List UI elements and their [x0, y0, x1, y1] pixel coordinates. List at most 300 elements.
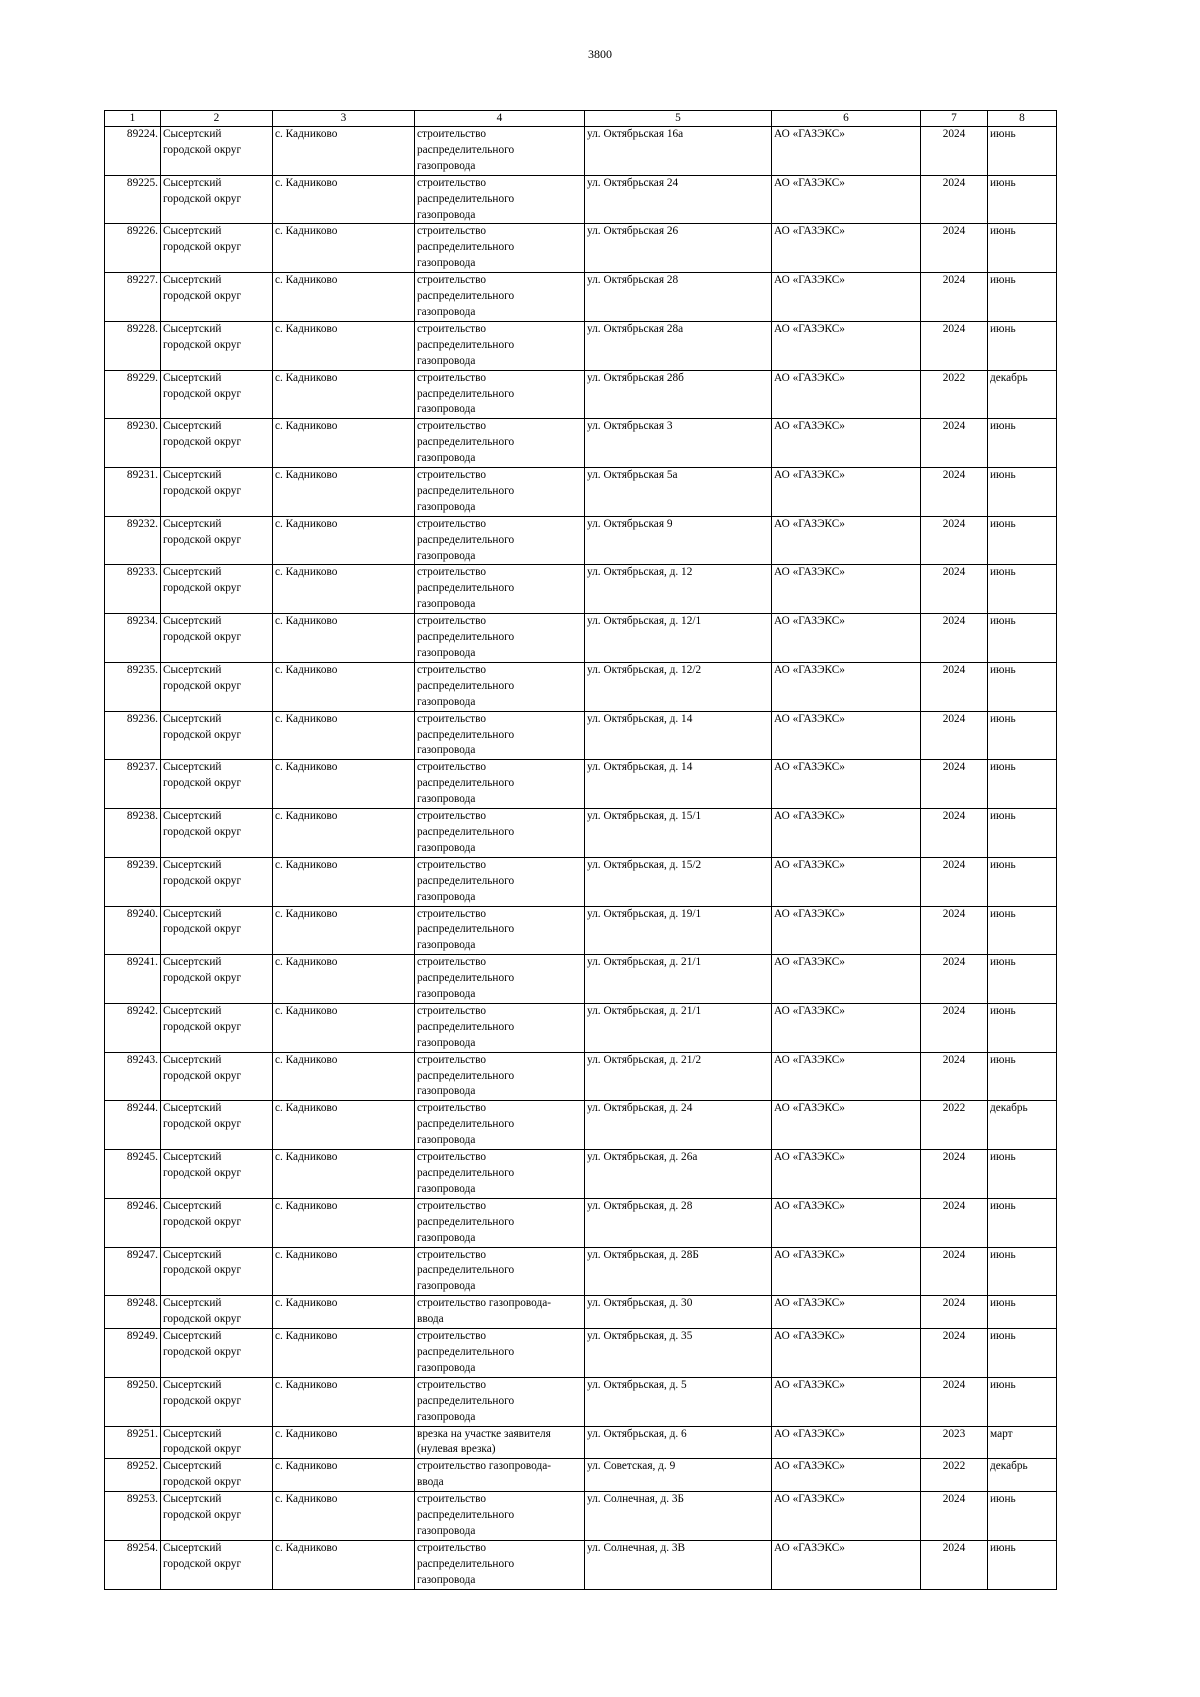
work-type-cell [415, 1198, 585, 1247]
organization-cell: АО «ГАЗЭКС» [772, 1052, 921, 1101]
district-line: городской округ [163, 1313, 242, 1326]
month-cell: июнь [988, 175, 1057, 224]
table-row [105, 224, 1057, 273]
work-type-line: распределительного [417, 874, 515, 887]
settlement-cell: с. Кадниково [273, 370, 415, 419]
district-line: городской округ [163, 1215, 242, 1228]
district-line: Сысертский [163, 1199, 222, 1212]
month-cell: декабрь [988, 370, 1057, 419]
district-line: городской округ [163, 290, 242, 303]
settlement-cell: с. Кадниково [273, 1296, 415, 1329]
month-cell: июнь [988, 662, 1057, 711]
organization-cell: АО «ГАЗЭКС» [772, 711, 921, 760]
organization-cell: АО «ГАЗЭКС» [772, 955, 921, 1004]
work-type-line: распределительного [417, 1394, 515, 1407]
work-type-line: распределительного [417, 1118, 515, 1131]
district-line: городской округ [163, 777, 242, 790]
district-line: Сысертский [163, 322, 222, 335]
work-type-line: газопровода [417, 403, 476, 416]
month-cell: июнь [988, 955, 1057, 1004]
year-cell: 2023 [921, 1426, 988, 1459]
district-line: городской округ [163, 874, 242, 887]
settlement-cell: с. Кадниково [273, 1426, 415, 1459]
district-line: Сысертский [163, 1248, 222, 1261]
work-type-line: строительство [417, 176, 487, 189]
address-cell: ул. Октябрьская, д. 19/1 [585, 906, 772, 955]
district-cell [161, 955, 273, 1004]
year-cell: 2024 [921, 1150, 988, 1199]
district-line: Сысертский [163, 907, 222, 920]
work-type-cell [415, 516, 585, 565]
row-number-cell: 89253. [105, 1492, 161, 1541]
district-line: городской округ [163, 1264, 242, 1277]
column-header: 7 [921, 111, 988, 127]
work-type-cell [415, 809, 585, 858]
address-cell: ул. Октябрьская, д. 12/2 [585, 662, 772, 711]
work-type-line: строительство [417, 810, 487, 823]
year-cell: 2024 [921, 809, 988, 858]
work-type-line: газопровода [417, 744, 476, 757]
work-type-line: строительство [417, 1199, 487, 1212]
address-cell: ул. Октябрьская, д. 14 [585, 711, 772, 760]
district-line: городской округ [163, 1345, 242, 1358]
work-type-cell [415, 273, 585, 322]
settlement-cell: с. Кадниково [273, 1003, 415, 1052]
district-cell [161, 1247, 273, 1296]
table-row [105, 565, 1057, 614]
district-line: Сысертский [163, 274, 222, 287]
district-line: Сысертский [163, 761, 222, 774]
work-type-line: распределительного [417, 1557, 515, 1570]
month-cell: июнь [988, 419, 1057, 468]
district-line: Сысертский [163, 712, 222, 725]
address-cell: ул. Октябрьская 28 [585, 273, 772, 322]
work-type-line: распределительного [417, 923, 515, 936]
organization-cell: АО «ГАЗЭКС» [772, 1198, 921, 1247]
district-cell [161, 662, 273, 711]
row-number-cell: 89246. [105, 1198, 161, 1247]
district-line: Сысертский [163, 663, 222, 676]
address-cell: ул. Октябрьская 16а [585, 127, 772, 176]
table-row [105, 1198, 1057, 1247]
settlement-cell: с. Кадниково [273, 1150, 415, 1199]
work-type-cell [415, 1377, 585, 1426]
address-cell: ул. Октябрьская, д. 26а [585, 1150, 772, 1199]
settlement-cell: с. Кадниково [273, 1492, 415, 1541]
year-cell: 2024 [921, 516, 988, 565]
row-number-cell: 89226. [105, 224, 161, 273]
row-number-cell: 89250. [105, 1377, 161, 1426]
work-type-line: распределительного [417, 972, 515, 985]
district-line: Сысертский [163, 810, 222, 823]
row-number-cell: 89237. [105, 760, 161, 809]
work-type-line: газопровода [417, 1134, 476, 1147]
row-number-cell: 89252. [105, 1459, 161, 1492]
year-cell: 2024 [921, 224, 988, 273]
district-line: Сысертский [163, 1378, 222, 1391]
month-cell: июнь [988, 760, 1057, 809]
work-type-line: распределительного [417, 1345, 515, 1358]
row-number-cell: 89224. [105, 127, 161, 176]
work-type-line: распределительного [417, 825, 515, 838]
year-cell: 2024 [921, 1329, 988, 1378]
work-type-line: распределительного [417, 484, 515, 497]
work-type-cell [415, 1150, 585, 1199]
table-row [105, 809, 1057, 858]
settlement-cell: с. Кадниково [273, 468, 415, 517]
year-cell: 2024 [921, 760, 988, 809]
year-cell: 2024 [921, 175, 988, 224]
district-cell [161, 1329, 273, 1378]
work-type-line: распределительного [417, 1509, 515, 1522]
year-cell: 2024 [921, 273, 988, 322]
year-cell: 2022 [921, 370, 988, 419]
month-cell: июнь [988, 1198, 1057, 1247]
district-line: городской округ [163, 1069, 242, 1082]
month-cell: июнь [988, 1247, 1057, 1296]
column-header: 2 [161, 111, 273, 127]
address-cell: ул. Солнечная, д. 3В [585, 1540, 772, 1589]
month-cell: июнь [988, 321, 1057, 370]
row-number-cell: 89236. [105, 711, 161, 760]
work-type-cell [415, 1492, 585, 1541]
organization-cell: АО «ГАЗЭКС» [772, 516, 921, 565]
district-line: Сысертский [163, 566, 222, 579]
work-type-line: строительство [417, 615, 487, 628]
row-number-cell: 89244. [105, 1101, 161, 1150]
organization-cell: АО «ГАЗЭКС» [772, 468, 921, 517]
district-cell [161, 1052, 273, 1101]
address-cell: ул. Солнечная, д. 3Б [585, 1492, 772, 1541]
column-header: 5 [585, 111, 772, 127]
work-type-line: строительство [417, 712, 487, 725]
settlement-cell: с. Кадниково [273, 224, 415, 273]
work-type-line: газопровода [417, 1085, 476, 1098]
table-row [105, 273, 1057, 322]
row-number-cell: 89229. [105, 370, 161, 419]
settlement-cell: с. Кадниково [273, 1247, 415, 1296]
address-cell: ул. Октябрьская, д. 35 [585, 1329, 772, 1378]
work-type-line: строительство газопровода- [417, 1460, 551, 1473]
address-cell: ул. Советская, д. 9 [585, 1459, 772, 1492]
work-type-line: врезка на участке заявителя [417, 1427, 551, 1440]
month-cell: декабрь [988, 1101, 1057, 1150]
address-cell: ул. Октябрьская 5а [585, 468, 772, 517]
work-type-line: строительство [417, 761, 487, 774]
work-type-cell [415, 1296, 585, 1329]
work-type-line: газопровода [417, 647, 476, 659]
district-line: Сысертский [163, 225, 222, 238]
district-line: Сысертский [163, 1004, 222, 1017]
organization-cell: АО «ГАЗЭКС» [772, 273, 921, 322]
table-row [105, 321, 1057, 370]
settlement-cell: с. Кадниково [273, 419, 415, 468]
district-line: Сысертский [163, 858, 222, 871]
settlement-cell: с. Кадниково [273, 565, 415, 614]
district-cell [161, 1459, 273, 1492]
work-type-line: газопровода [417, 939, 476, 952]
month-cell: июнь [988, 1492, 1057, 1541]
table-row [105, 1150, 1057, 1199]
work-type-line: строительство [417, 469, 487, 482]
district-cell [161, 516, 273, 565]
year-cell: 2024 [921, 468, 988, 517]
row-number-cell: 89247. [105, 1247, 161, 1296]
organization-cell: АО «ГАЗЭКС» [772, 614, 921, 663]
work-type-line: газопровода [417, 1280, 476, 1293]
organization-cell: АО «ГАЗЭКС» [772, 1377, 921, 1426]
settlement-cell: с. Кадниково [273, 955, 415, 1004]
month-cell: июнь [988, 565, 1057, 614]
work-type-line: распределительного [417, 436, 515, 449]
work-type-line: газопровода [417, 257, 476, 270]
work-type-cell [415, 711, 585, 760]
district-line: городской округ [163, 1167, 242, 1179]
district-cell [161, 321, 273, 370]
table-row [105, 1492, 1057, 1541]
address-cell: ул. Октябрьская, д. 21/2 [585, 1052, 772, 1101]
work-type-cell [415, 1003, 585, 1052]
settlement-cell: с. Кадниково [273, 711, 415, 760]
district-cell [161, 127, 273, 176]
work-type-line: распределительного [417, 679, 515, 692]
work-type-line: строительство [417, 907, 487, 920]
year-cell: 2024 [921, 955, 988, 1004]
work-type-line: распределительного [417, 143, 515, 156]
table-row [105, 1296, 1057, 1329]
work-type-line: ввода [417, 1476, 444, 1489]
row-number-cell: 89241. [105, 955, 161, 1004]
work-type-cell [415, 175, 585, 224]
address-cell: ул. Октябрьская, д. 15/1 [585, 809, 772, 858]
gas-registry-table [104, 110, 1057, 1590]
work-type-line: газопровода [417, 793, 476, 806]
month-cell: июнь [988, 468, 1057, 517]
address-cell: ул. Октябрьская, д. 6 [585, 1426, 772, 1459]
district-line: городской округ [163, 241, 242, 254]
organization-cell: АО «ГАЗЭКС» [772, 370, 921, 419]
district-line: городской округ [163, 1476, 242, 1489]
work-type-cell [415, 1459, 585, 1492]
year-cell: 2024 [921, 1296, 988, 1329]
work-type-line: строительство [417, 1493, 487, 1506]
work-type-line: газопровода [417, 452, 476, 465]
district-line: городской округ [163, 679, 242, 692]
work-type-line: строительство [417, 225, 487, 238]
address-cell: ул. Октябрьская, д. 24 [585, 1101, 772, 1150]
work-type-line: распределительного [417, 338, 515, 351]
month-cell: июнь [988, 1377, 1057, 1426]
address-cell: ул. Октябрьская, д. 28 [585, 1198, 772, 1247]
district-line: Сысертский [163, 1053, 222, 1066]
organization-cell: АО «ГАЗЭКС» [772, 857, 921, 906]
district-line: городской округ [163, 436, 242, 449]
district-cell [161, 1426, 273, 1459]
address-cell: ул. Октябрьская, д. 15/2 [585, 857, 772, 906]
month-cell: июнь [988, 1296, 1057, 1329]
work-type-line: строительство [417, 1248, 487, 1261]
row-number-cell: 89245. [105, 1150, 161, 1199]
settlement-cell: с. Кадниково [273, 516, 415, 565]
work-type-line: строительство [417, 858, 487, 871]
row-number-cell: 89249. [105, 1329, 161, 1378]
work-type-line: газопровода [417, 305, 476, 318]
work-type-line: распределительного [417, 1069, 515, 1082]
month-cell: июнь [988, 127, 1057, 176]
district-line: Сысертский [163, 1427, 222, 1440]
address-cell: ул. Октябрьская 28б [585, 370, 772, 419]
organization-cell: АО «ГАЗЭКС» [772, 1003, 921, 1052]
district-cell [161, 809, 273, 858]
row-number-cell: 89231. [105, 468, 161, 517]
year-cell: 2024 [921, 419, 988, 468]
address-cell: ул. Октябрьская 28а [585, 321, 772, 370]
column-header: 6 [772, 111, 921, 127]
work-type-cell [415, 1052, 585, 1101]
row-number-cell: 89225. [105, 175, 161, 224]
organization-cell: АО «ГАЗЭКС» [772, 1296, 921, 1329]
row-number-cell: 89235. [105, 662, 161, 711]
district-cell [161, 468, 273, 517]
work-type-line: газопровода [417, 549, 476, 562]
work-type-cell [415, 468, 585, 517]
work-type-line: строительство газопровода- [417, 1297, 551, 1310]
row-number-cell: 89243. [105, 1052, 161, 1101]
district-line: городской округ [163, 631, 242, 644]
work-type-cell [415, 565, 585, 614]
table-row [105, 1329, 1057, 1378]
work-type-line: газопровода [417, 1361, 476, 1374]
work-type-line: газопровода [417, 1231, 476, 1244]
work-type-cell [415, 370, 585, 419]
month-cell: июнь [988, 906, 1057, 955]
year-cell: 2024 [921, 1247, 988, 1296]
table-row [105, 955, 1057, 1004]
district-cell [161, 224, 273, 273]
row-number-cell: 89238. [105, 809, 161, 858]
work-type-line: строительство [417, 1330, 487, 1343]
work-type-line: газопровода [417, 1182, 476, 1195]
work-type-cell [415, 1101, 585, 1150]
settlement-cell: с. Кадниково [273, 760, 415, 809]
work-type-line: строительство [417, 663, 487, 676]
work-type-line: распределительного [417, 290, 515, 303]
district-cell [161, 1101, 273, 1150]
settlement-cell: с. Кадниково [273, 127, 415, 176]
settlement-cell: с. Кадниково [273, 175, 415, 224]
work-type-line: ввода [417, 1313, 444, 1326]
district-line: Сысертский [163, 1330, 222, 1343]
district-line: городской округ [163, 484, 242, 497]
district-line: городской округ [163, 1557, 242, 1570]
organization-cell: АО «ГАЗЭКС» [772, 1329, 921, 1378]
table-row [105, 1003, 1057, 1052]
work-type-cell [415, 1329, 585, 1378]
address-cell: ул. Октябрьская 3 [585, 419, 772, 468]
row-number-cell: 89228. [105, 321, 161, 370]
work-type-line: газопровода [417, 1410, 476, 1423]
month-cell: декабрь [988, 1459, 1057, 1492]
organization-cell: АО «ГАЗЭКС» [772, 1101, 921, 1150]
row-number-cell: 89230. [105, 419, 161, 468]
work-type-line: строительство [417, 517, 487, 530]
organization-cell: АО «ГАЗЭКС» [772, 1150, 921, 1199]
address-cell: ул. Октябрьская, д. 12/1 [585, 614, 772, 663]
year-cell: 2024 [921, 127, 988, 176]
month-cell: июнь [988, 273, 1057, 322]
work-type-cell [415, 614, 585, 663]
district-cell [161, 419, 273, 468]
district-line: городской округ [163, 972, 242, 985]
work-type-line: строительство [417, 128, 487, 140]
district-line: Сысертский [163, 1151, 222, 1164]
table-row [105, 370, 1057, 419]
address-cell: ул. Октябрьская, д. 14 [585, 760, 772, 809]
district-cell [161, 273, 273, 322]
district-cell [161, 1198, 273, 1247]
organization-cell: АО «ГАЗЭКС» [772, 1426, 921, 1459]
district-cell [161, 1296, 273, 1329]
month-cell: июнь [988, 1150, 1057, 1199]
row-number-cell: 89242. [105, 1003, 161, 1052]
district-line: городской округ [163, 1509, 242, 1522]
work-type-line: распределительного [417, 1264, 515, 1277]
district-line: Сысертский [163, 1493, 222, 1506]
work-type-line: распределительного [417, 387, 515, 400]
district-cell [161, 1377, 273, 1426]
district-cell [161, 1540, 273, 1589]
table-row [105, 1101, 1057, 1150]
column-header: 1 [105, 111, 161, 127]
settlement-cell: с. Кадниково [273, 1101, 415, 1150]
organization-cell: АО «ГАЗЭКС» [772, 809, 921, 858]
month-cell: июнь [988, 711, 1057, 760]
settlement-cell: с. Кадниково [273, 662, 415, 711]
work-type-line: газопровода [417, 1036, 476, 1049]
district-line: городской округ [163, 143, 242, 156]
header-row [105, 111, 1057, 127]
settlement-cell: с. Кадниково [273, 857, 415, 906]
work-type-line: газопровода [417, 500, 476, 513]
work-type-line: газопровода [417, 1573, 476, 1586]
settlement-cell: с. Кадниково [273, 1377, 415, 1426]
year-cell: 2024 [921, 662, 988, 711]
address-cell: ул. Октябрьская, д. 21/1 [585, 1003, 772, 1052]
work-type-line: строительство [417, 371, 487, 384]
column-header: 3 [273, 111, 415, 127]
district-line: городской округ [163, 338, 242, 351]
work-type-line: распределительного [417, 631, 515, 644]
table-row [105, 468, 1057, 517]
address-cell: ул. Октябрьская 26 [585, 224, 772, 273]
work-type-cell [415, 955, 585, 1004]
work-type-line: распределительного [417, 1167, 515, 1179]
month-cell: июнь [988, 1329, 1057, 1378]
organization-cell: АО «ГАЗЭКС» [772, 127, 921, 176]
work-type-line: газопровода [417, 159, 476, 172]
address-cell: ул. Октябрьская 9 [585, 516, 772, 565]
month-cell: июнь [988, 857, 1057, 906]
organization-cell: АО «ГАЗЭКС» [772, 760, 921, 809]
work-type-line: распределительного [417, 241, 515, 254]
district-line: Сысертский [163, 517, 222, 530]
settlement-cell: с. Кадниково [273, 906, 415, 955]
district-line: городской округ [163, 825, 242, 838]
address-cell: ул. Октябрьская, д. 5 [585, 1377, 772, 1426]
year-cell: 2024 [921, 711, 988, 760]
district-line: городской округ [163, 728, 242, 741]
table-row [105, 906, 1057, 955]
